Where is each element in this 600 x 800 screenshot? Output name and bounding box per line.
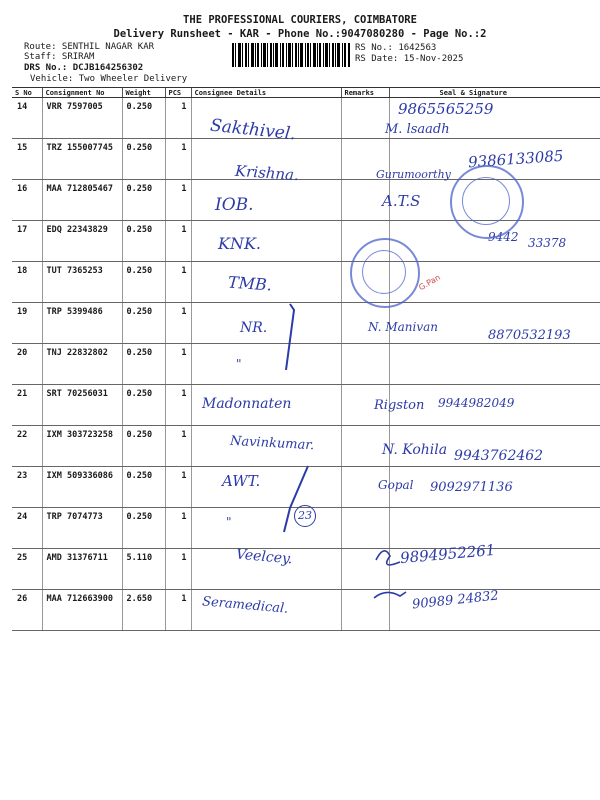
row-consignment: MAA 712663900 — [42, 590, 122, 631]
handwritten-signature: Gopal — [378, 478, 414, 492]
stamp-mark: G.Pan — [417, 272, 442, 293]
row-weight: 0.250 — [122, 98, 165, 139]
row-pcs: 1 — [165, 467, 191, 508]
row-pcs: 1 — [165, 262, 191, 303]
handwritten-consignee: Madonnaten — [202, 396, 292, 412]
row-pcs: 1 — [165, 508, 191, 549]
row-weight: 5.110 — [122, 549, 165, 590]
col-signature: Seal & Signature — [389, 88, 600, 98]
row-sno: 14 — [12, 98, 42, 139]
row-pcs: 1 — [165, 385, 191, 426]
row-pcs: 1 — [165, 590, 191, 631]
table-row — [12, 262, 600, 303]
handwritten-consignee: Navinkumar. — [229, 433, 315, 454]
row-weight: 0.250 — [122, 180, 165, 221]
row-pcs: 1 — [165, 344, 191, 385]
row-weight: 0.250 — [122, 385, 165, 426]
row-pcs: 1 — [165, 549, 191, 590]
handwritten-consignee: Veelcey. — [235, 546, 294, 568]
col-weight: Weight — [122, 88, 165, 98]
handwritten-signature: M. lsaadh — [385, 122, 450, 137]
handwritten-phone: 9943762462 — [454, 448, 544, 464]
col-consignment: Consignment No — [42, 88, 122, 98]
seal-stamp-left-inner — [362, 250, 406, 294]
handwritten-phone: 9092971136 — [430, 480, 513, 495]
row-consignment: EDQ 22343829 — [42, 221, 122, 262]
row-sno: 23 — [12, 467, 42, 508]
handwritten-phone: 9865565259 — [398, 100, 494, 118]
row-weight: 0.250 — [122, 467, 165, 508]
col-remarks: Remarks — [341, 88, 389, 98]
row-weight: 0.250 — [122, 262, 165, 303]
row-pcs: 1 — [165, 303, 191, 344]
row-sno: 16 — [12, 180, 42, 221]
handwritten-ditto: " — [236, 357, 242, 371]
handwritten-phone: 33378 — [528, 236, 567, 250]
handwritten-consignee: IOB. — [215, 195, 254, 215]
handwritten-signature: A.T.S — [382, 192, 421, 210]
row-sno: 18 — [12, 262, 42, 303]
route-label: Route: SENTHIL NAGAR KAR — [24, 42, 155, 52]
handwritten-strokes — [260, 300, 320, 540]
row-sno: 19 — [12, 303, 42, 344]
row-pcs: 1 — [165, 221, 191, 262]
rs-date: RS Date: 15-Nov-2025 — [355, 54, 464, 64]
row-weight: 0.250 — [122, 344, 165, 385]
row-consignment: TRP 7074773 — [42, 508, 122, 549]
row-consignment: IXM 509336086 — [42, 467, 122, 508]
circled-number: 23 — [298, 509, 312, 522]
drs-number: DRS No.: DCJB164256302 — [24, 63, 144, 73]
company-title: THE PROFESSIONAL COURIERS, COIMBATORE — [183, 14, 417, 26]
col-sno: S No — [12, 88, 42, 98]
handwritten-phone: 9442 — [488, 230, 519, 244]
row-sno: 21 — [12, 385, 42, 426]
col-consignee: Consignee Details — [191, 88, 341, 98]
row-sno: 17 — [12, 221, 42, 262]
row-consignment: VRR 7597005 — [42, 98, 122, 139]
handwritten-consignee: Seramedical. — [201, 594, 289, 617]
handwritten-consignee: Sakthivel. — [209, 115, 297, 145]
row-weight: 0.250 — [122, 221, 165, 262]
staff-label: Staff: SRIRAM — [24, 52, 95, 62]
handwritten-signature: N. Kohila — [382, 442, 448, 458]
row-sno: 15 — [12, 139, 42, 180]
handwritten-consignee: TMB. — [227, 272, 273, 295]
handwritten-consignee: AWT. — [222, 472, 261, 490]
row-sno: 20 — [12, 344, 42, 385]
handwritten-ditto: " — [226, 515, 232, 529]
handwritten-phone: 9894952261 — [399, 540, 497, 568]
row-weight: 0.250 — [122, 139, 165, 180]
row-consignment: IXM 303723258 — [42, 426, 122, 467]
signature-scribble — [370, 540, 410, 610]
row-pcs: 1 — [165, 180, 191, 221]
handwritten-signature: N. Manivan — [368, 320, 439, 334]
handwritten-consignee: KNK. — [218, 234, 261, 253]
row-sno: 24 — [12, 508, 42, 549]
runsheet-title: Delivery Runsheet - KAR - Phone No.:9047080280 - Page No.:2 — [113, 28, 487, 40]
seal-stamp-right-inner — [462, 177, 510, 225]
table-row — [12, 590, 600, 631]
handwritten-signature: Rigston — [374, 398, 425, 413]
handwritten-phone: 8870532193 — [488, 328, 571, 343]
row-consignment: SRT 70256031 — [42, 385, 122, 426]
handwritten-consignee: NR. — [240, 320, 268, 336]
row-sno: 26 — [12, 590, 42, 631]
row-weight: 0.250 — [122, 303, 165, 344]
row-consignment: MAA 712805467 — [42, 180, 122, 221]
vehicle-label: Vehicle: Two Wheeler Delivery — [30, 74, 188, 84]
row-consignment: TUT 7365253 — [42, 262, 122, 303]
row-consignment: TRZ 155007745 — [42, 139, 122, 180]
row-weight: 0.250 — [122, 426, 165, 467]
row-sno: 22 — [12, 426, 42, 467]
row-sno: 25 — [12, 549, 42, 590]
row-consignment: TRP 5399486 — [42, 303, 122, 344]
row-pcs: 1 — [165, 98, 191, 139]
barcode-image — [232, 43, 350, 67]
handwritten-phone: 9944982049 — [438, 396, 515, 410]
row-consignment: TNJ 22832802 — [42, 344, 122, 385]
handwritten-phone: 90989 24832 — [411, 588, 500, 613]
table-row — [12, 98, 600, 139]
circled-number-mark — [294, 505, 316, 527]
rs-number: RS No.: 1642563 — [355, 43, 437, 53]
col-pcs: PCS — [165, 88, 191, 98]
row-pcs: 1 — [165, 426, 191, 467]
row-consignment: AMD 31376711 — [42, 549, 122, 590]
row-weight: 0.250 — [122, 508, 165, 549]
table-header-row — [12, 88, 600, 98]
table-row — [12, 549, 600, 590]
handwritten-signature: Gurumoorthy — [376, 168, 451, 181]
handwritten-consignee: Krishna. — [234, 161, 300, 185]
row-pcs: 1 — [165, 139, 191, 180]
row-weight: 2.650 — [122, 590, 165, 631]
handwritten-phone: 9386133085 — [467, 146, 564, 172]
